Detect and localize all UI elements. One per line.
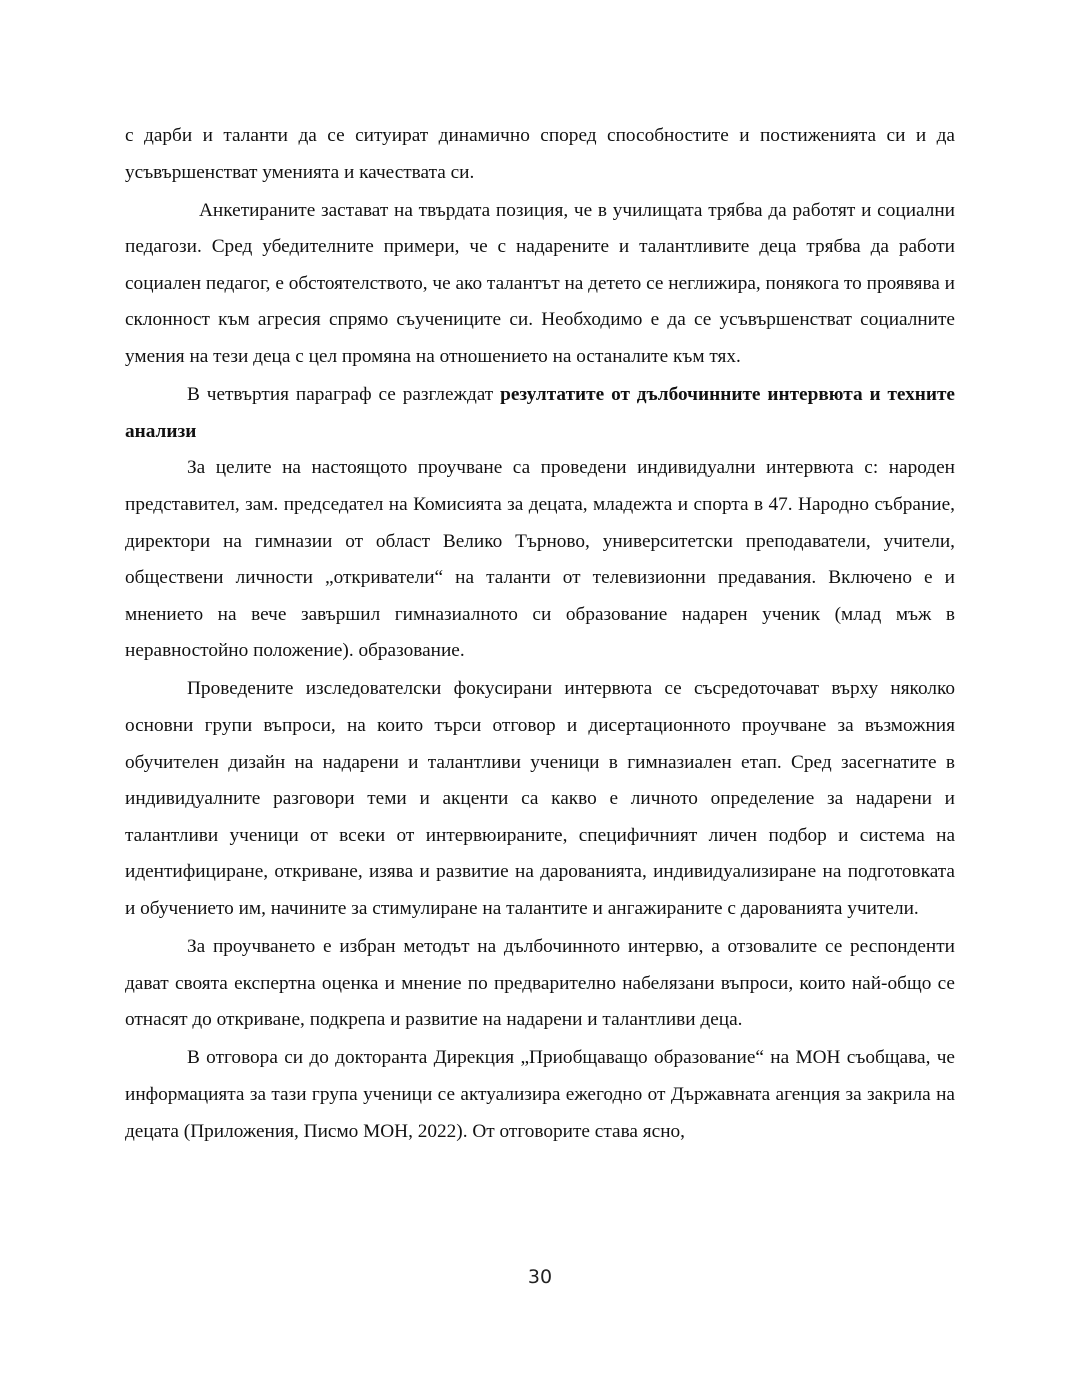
paragraph-mon-response: В отговора си до докторанта Дирекция „Приобщаващо образование“ на МОН съобщава, че информацията за тази група ученици се актуализира ежегодно от Държавната агенция за закрила на децата (Приложения, Писмо МОН, 2022). От отговорите става ясно, [125, 1047, 955, 1142]
paragraph-survey-position: Анкетираните застават на твърдата позиция, че в училищата трябва да работят и социални педагози. Сред убедителните примери, че с надарените и талантливите деца трябва да работи социален педагог, е обстоятелството, че ако талантът на детето се неглижира, понякога то проявява и склонност към агресия спрямо съучениците си. Необходимо е да се усъвършенстват социалните умения на тези деца с цел промяна на отношението на останалите към тях. [125, 199, 955, 368]
paragraph-fourth-section-bold: резултатите от дълбочинните интервюта и техните анализи [125, 384, 955, 442]
paragraph-fourth-section-lead: В четвъртия параграф се разглеждат [187, 384, 501, 406]
paragraph-focused-interviews: Проведените изследователски фокусирани интервюта се съсредоточават върху няколко основни групи въпроси, на които търси отговор и дисертационното проучване за възможния обучителен дизайн на надарени и талантливи ученици в гимназиален етап. Сред засегнатите в индивидуалните разговори теми и акценти са какво е личното определение за надарени и талантливи ученици от всеки от интервюираните, специфичният личен подбор и система на идентифициране, откриване, изява и развитие на дарованията, индивидуализиране на подготовката и обучението им, начините за стимулиране на талантите и ангажираните с дарованията учители. [125, 678, 955, 919]
page-number: 30 [527, 1266, 553, 1288]
paragraph-continuation: с дарби и таланти да се ситуират динамично според способностите и постиженията си и да усъвършенстват уменията и качествата си. [125, 125, 955, 183]
paragraph-fourth-section [125, 377, 955, 450]
body-text [125, 118, 955, 1150]
paragraph-interviews: За целите на настоящото проучване са проведени индивидуални интервюта с: народен представител, зам. председател на Комисията за децата, младежта и спорта в 47. Народно събрание, директори на гимназии от област Велико Търново, университетски преподаватели, учители, обществени личности „откриватели“ на таланти от телевизионни предавания. Включено е и мнението на вече завършил гимназиалното си образование надарен ученик (млад мъж в неравностойно положение). образование. [125, 457, 955, 662]
paragraph-method: За проучването е избран методът на дълбочинното интервю, а отзовалите се респонденти дават своята експертна оценка и мнение по предварително набелязани въпроси, които най-общо се отнасят до откриване, подкрепа и развитие на надарени и талантливи деца. [125, 936, 955, 1031]
